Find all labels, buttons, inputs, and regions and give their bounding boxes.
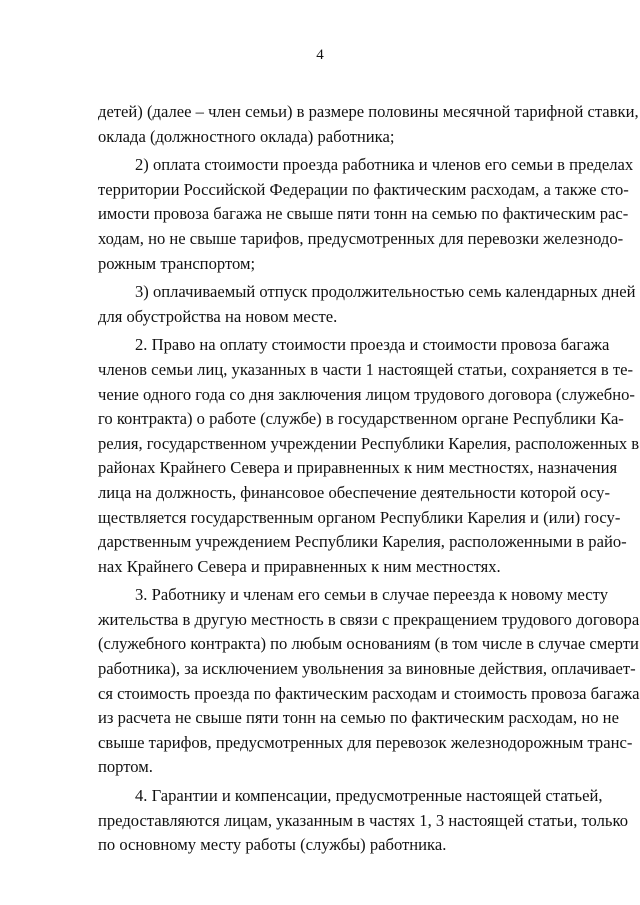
document-body	[98, 100, 640, 862]
text-line: свыше тарифов, предусмотренных для перевозок железнодорожным транс-	[98, 732, 633, 752]
text-line: 3. Работнику и членам его семьи в случае переезда к новому месту	[135, 585, 608, 605]
text-line: жительства в другую местность в связи с прекращением трудового договора	[98, 609, 640, 629]
text-line: работника), за исключением увольнения за виновные действия, оплачивает-	[98, 659, 636, 679]
text-line: лица на должность, финансовое обеспечение деятельности которой осу-	[98, 482, 610, 502]
text-line: по основному месту работы (службы) работника.	[98, 835, 447, 855]
text-line: оклада (должностного оклада) работника;	[98, 126, 395, 146]
text-line: дарственным учреждением Республики Карелия, расположенными в райо-	[98, 532, 627, 552]
text-line: релия, государственном учреждении Республики Карелия, расположенных в	[98, 433, 640, 453]
paragraph	[98, 153, 634, 276]
text-line: предоставляются лицам, указанным в частях 1, 3 настоящей статьи, только	[98, 810, 628, 830]
paragraph	[98, 100, 639, 149]
text-line: имости провоза багажа не свыше пяти тонн на семью по фактическим рас-	[98, 204, 629, 224]
text-line: ществляется государственным органом Республики Карелия и (или) госу-	[98, 507, 621, 527]
paragraph	[98, 583, 640, 780]
text-line: из расчета не свыше пяти тонн на семью по фактическим расходам, но не	[98, 708, 619, 728]
text-line: 2. Право на оплату стоимости проезда и стоимости провоза багажа	[135, 335, 610, 355]
text-line: (служебного контракта) по любым основаниям (в том числе в случае смерти	[98, 634, 639, 654]
text-line: детей) (далее – член семьи) в размере половины месячной тарифной ставки,	[98, 102, 639, 121]
text-line: ходам, но не свыше тарифов, предусмотренных для перевозки железнодо-	[98, 228, 624, 248]
page-number: 4	[316, 47, 324, 63]
text-line: ся стоимость проезда по фактическим расходам и стоимость провоза багажа	[98, 683, 640, 703]
text-line: портом.	[98, 757, 153, 777]
text-line: рожным транспортом;	[98, 253, 256, 273]
text-line: 2) оплата стоимости проезда работника и членов его семьи в пределах	[135, 155, 634, 175]
text-line: нах Крайнего Севера и приравненных к ним местностях.	[98, 556, 501, 576]
text-line: го контракта) о работе (службе) в государственном органе Республики Ка-	[98, 409, 624, 429]
paragraph	[98, 280, 636, 329]
text-line: чение одного года со дня заключения лицом трудового договора (служебно-	[98, 384, 635, 404]
paragraph	[98, 333, 640, 579]
text-line: членов семьи лиц, указанных в части 1 настоящей статьи, сохраняется в те-	[98, 359, 634, 379]
text-line: для обустройства на новом месте.	[98, 306, 338, 326]
paragraph	[98, 784, 628, 858]
text-line: районах Крайнего Севера и приравненных к ним местностях, назначения	[98, 458, 618, 478]
text-line: территории Российской Федерации по фактическим расходам, а также сто-	[98, 179, 629, 199]
text-line: 3) оплачиваемый отпуск продолжительностью семь календарных дней	[135, 282, 636, 302]
text-line: 4. Гарантии и компенсации, предусмотренные настоящей статьей,	[135, 786, 603, 806]
